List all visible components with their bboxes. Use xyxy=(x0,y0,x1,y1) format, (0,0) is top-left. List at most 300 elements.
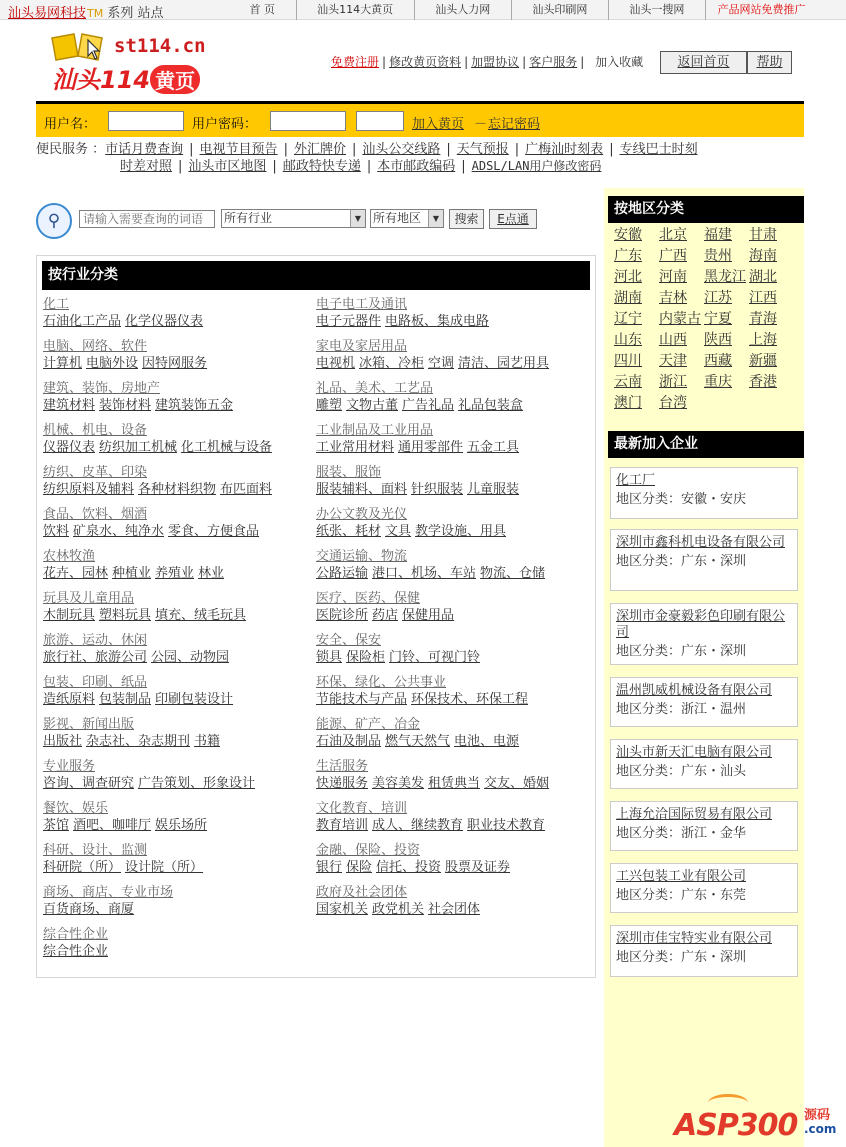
industry-subcategory-list xyxy=(316,649,594,666)
company-region: 地区分类：广东・深圳 xyxy=(616,950,747,965)
industry-subcategory-list xyxy=(43,397,313,414)
services-row-1: 便民服务 ：市话月费查询 | 电视节目预告 | 外汇牌价 | 汕头公交线路 | 天气预报 | 广梅汕时刻表 | 专线巴士时刻 xyxy=(36,142,698,157)
industry-category-title[interactable]: 影视、新闻出版 xyxy=(43,717,135,732)
industry-category xyxy=(316,464,594,506)
industry-category xyxy=(316,506,594,548)
industry-subcategory-list xyxy=(43,523,313,540)
industry-subcategory-link[interactable]: 饮料 xyxy=(43,524,70,539)
industry-subcategory-link[interactable]: 公园、动物园 xyxy=(151,650,230,665)
region-link[interactable]: 黑龙江 xyxy=(704,269,746,285)
region-link[interactable]: 四川 xyxy=(614,353,642,369)
industry-select-value: 所有行业 xyxy=(224,211,273,225)
industry-subcategory-list xyxy=(316,481,594,498)
industry-subcategory-list xyxy=(43,355,313,372)
home-button[interactable]: 返回首页 xyxy=(660,51,747,74)
top-nav-print[interactable]: 汕头印刷网 xyxy=(511,0,608,20)
industry-category xyxy=(316,632,594,674)
industry-subcategory-link[interactable]: 电脑外设 xyxy=(86,356,139,371)
industry-subcategory-list xyxy=(43,649,313,666)
industry-subcategory-link[interactable]: 零食、方便食品 xyxy=(168,524,260,539)
industry-category-title[interactable]: 电脑、网络、软件 xyxy=(43,339,148,354)
password-input[interactable] xyxy=(270,111,346,131)
industry-subcategory-list xyxy=(316,817,594,834)
region-list xyxy=(614,224,800,413)
region-link[interactable]: 江西 xyxy=(749,290,777,306)
username-input[interactable] xyxy=(108,111,184,131)
industry-subcategory-link[interactable]: 茶馆 xyxy=(43,818,70,833)
industry-subcategory-link[interactable]: 环保技术、环保工程 xyxy=(411,692,529,707)
service-bus-schedule[interactable]: 专线巴士时刻 xyxy=(619,142,698,157)
join-agreement-link[interactable]: 加盟协议 xyxy=(471,55,520,69)
industry-subcategory-list xyxy=(43,565,313,582)
industry-subcategory-link[interactable]: 公路运输 xyxy=(316,566,369,581)
username-label: 用户名： xyxy=(44,117,97,132)
top-nav xyxy=(229,0,817,20)
company-region: 地区分类：广东・东莞 xyxy=(616,888,747,903)
industry-category xyxy=(316,842,594,884)
industry-subcategory-list xyxy=(316,355,594,372)
edit-info-link[interactable]: 修改黄页资料 xyxy=(389,55,462,69)
industry-subcategory-link[interactable]: 设计院（所） xyxy=(125,860,204,875)
region-link[interactable]: 陕西 xyxy=(704,332,732,348)
company-card xyxy=(610,677,798,727)
industry-category xyxy=(316,674,594,716)
search-icon: ⚲ xyxy=(36,203,72,239)
industry-subcategory-link[interactable]: 电路板、集成电路 xyxy=(385,314,490,329)
industry-subcategory-list xyxy=(43,943,313,960)
industry-subcategory-link[interactable]: 文物古董 xyxy=(346,398,399,413)
industry-category xyxy=(316,758,594,800)
industry-subcategory-link[interactable]: 快递服务 xyxy=(316,776,369,791)
industry-subcategory-list xyxy=(43,691,313,708)
industry-category-title[interactable]: 餐饮、娱乐 xyxy=(43,801,109,816)
industry-subcategory-link[interactable]: 纺织原料及辅料 xyxy=(43,482,135,497)
industry-subcategory-link[interactable]: 礼品包装盒 xyxy=(458,398,524,413)
industry-subcategory-link[interactable]: 冰箱、冷柜 xyxy=(359,356,425,371)
industry-subcategory-link[interactable]: 信托、投资 xyxy=(376,860,442,875)
industry-subcategory-link[interactable]: 纺织加工机械 xyxy=(99,440,178,455)
header-links: 免费注册 | 修改黄页资料 | 加盟协议 | 客户服务 | 加入收藏 xyxy=(331,55,644,69)
forgot-password-link[interactable]: 忘记密码 xyxy=(488,117,541,132)
watermark-text: ASP300 xyxy=(674,1108,798,1143)
company-name-link[interactable]: 温州凯威机械设备有限公司 xyxy=(616,683,773,698)
company-region: 地区分类：广东・深圳 xyxy=(616,554,747,569)
industry-subcategory-link[interactable]: 印刷包装设计 xyxy=(155,692,234,707)
industry-subcategory-list xyxy=(43,859,313,876)
convenience-services xyxy=(36,142,816,175)
region-link[interactable]: 安徽 xyxy=(614,227,642,243)
industry-subcategory-link[interactable]: 布匹面料 xyxy=(220,482,273,497)
service-express-mail[interactable]: 邮政特快专递 xyxy=(282,159,361,174)
industry-subcategory-link[interactable]: 药店 xyxy=(372,608,399,623)
industry-category xyxy=(43,716,313,758)
industry-category-title[interactable]: 生活服务 xyxy=(316,759,369,774)
industry-subcategory-link[interactable]: 保健用品 xyxy=(402,608,455,623)
region-link[interactable]: 澳门 xyxy=(614,395,642,411)
industry-category xyxy=(316,884,594,926)
industry-subcategory-link[interactable]: 纸张、耗材 xyxy=(316,524,382,539)
region-link[interactable]: 北京 xyxy=(659,227,687,243)
top-nav-hr[interactable]: 汕头人力网 xyxy=(414,0,511,20)
service-city-map[interactable]: 汕头市区地图 xyxy=(188,159,267,174)
join-yellowpages-link[interactable]: 加入黄页 xyxy=(412,117,465,132)
region-link[interactable]: 香港 xyxy=(749,374,777,390)
industry-category xyxy=(316,800,594,842)
industry-subcategory-link[interactable]: 计算机 xyxy=(43,356,83,371)
region-link[interactable]: 云南 xyxy=(614,374,642,390)
region-link[interactable]: 贵州 xyxy=(704,248,732,264)
industry-subcategory-list xyxy=(316,523,594,540)
industry-subcategory-list xyxy=(43,439,313,456)
industry-category xyxy=(43,422,313,464)
region-link[interactable]: 河南 xyxy=(659,269,687,285)
industry-subcategory-link[interactable]: 林业 xyxy=(198,566,225,581)
company-name-link[interactable]: 汕头市新天汇电脑有限公司 xyxy=(616,745,773,760)
top-nav-yellowpages[interactable]: 汕头114大黄页 xyxy=(296,0,414,20)
industry-subcategory-link[interactable]: 石油及制品 xyxy=(316,734,382,749)
industry-category-title[interactable]: 家电及家居用品 xyxy=(316,339,408,354)
industry-subcategory-link[interactable]: 针织服装 xyxy=(411,482,464,497)
industry-subcategory-link[interactable]: 清洁、园艺用具 xyxy=(458,356,550,371)
region-link[interactable]: 湖北 xyxy=(749,269,777,285)
industry-subcategory-link[interactable]: 燃气天然气 xyxy=(385,734,451,749)
password-label: 用户密码： xyxy=(192,117,258,132)
industry-subcategory-link[interactable]: 养殖业 xyxy=(155,566,195,581)
region-link[interactable]: 青海 xyxy=(749,311,777,327)
industry-category xyxy=(316,548,594,590)
region-link[interactable]: 内蒙古 xyxy=(659,311,701,327)
industry-subcategory-link[interactable]: 工业常用材料 xyxy=(316,440,395,455)
add-favorite-link[interactable]: 加入收藏 xyxy=(595,55,644,69)
service-phone-fee[interactable]: 市话月费查询 xyxy=(105,142,184,157)
region-link[interactable]: 辽宁 xyxy=(614,311,642,327)
industry-category xyxy=(43,674,313,716)
industry-subcategory-link[interactable]: 医院诊所 xyxy=(316,608,369,623)
industry-category-title[interactable]: 玩具及儿童用品 xyxy=(43,591,135,606)
industry-subcategory-link[interactable]: 矿泉水、纯净水 xyxy=(73,524,165,539)
region-link[interactable]: 河北 xyxy=(614,269,642,285)
industry-subcategory-link[interactable]: 文具 xyxy=(385,524,412,539)
company-region: 地区分类：广东・深圳 xyxy=(616,644,747,659)
region-link[interactable]: 新疆 xyxy=(749,353,777,369)
industry-subcategory-list xyxy=(316,901,594,918)
region-link[interactable]: 海南 xyxy=(749,248,777,264)
industry-subcategory-list xyxy=(316,565,594,582)
chevron-down-icon: ▼ xyxy=(350,210,365,227)
region-link[interactable]: 天津 xyxy=(659,353,687,369)
industry-subcategory-link[interactable]: 美容美发 xyxy=(372,776,425,791)
industry-category-title[interactable]: 包装、印刷、纸品 xyxy=(43,675,148,690)
industry-subcategory-link[interactable]: 租赁典当 xyxy=(428,776,481,791)
logo-name: 汕头114 xyxy=(52,66,151,94)
industry-category xyxy=(43,548,313,590)
industry-subcategory-link[interactable]: 通用零部件 xyxy=(398,440,464,455)
industry-subcategory-link[interactable]: 五金工具 xyxy=(467,440,520,455)
region-link[interactable]: 吉林 xyxy=(659,290,687,306)
industry-category xyxy=(43,590,313,632)
industry-category xyxy=(43,338,313,380)
industry-subcategory-link[interactable]: 教育培训 xyxy=(316,818,369,833)
region-link[interactable]: 江苏 xyxy=(704,290,732,306)
region-link[interactable]: 重庆 xyxy=(704,374,732,390)
industry-subcategory-link[interactable]: 综合性企业 xyxy=(43,944,109,959)
industry-subcategory-link[interactable]: 锁具 xyxy=(316,650,343,665)
industry-category-title[interactable]: 能源、矿产、冶金 xyxy=(316,717,421,732)
region-link[interactable]: 台湾 xyxy=(659,395,687,411)
industry-category xyxy=(43,842,313,884)
industry-category xyxy=(316,296,594,338)
region-link[interactable]: 广东 xyxy=(614,248,642,264)
industry-subcategory-link[interactable]: 酒吧、咖啡厅 xyxy=(73,818,152,833)
industry-category-title[interactable]: 综合性企业 xyxy=(43,927,109,942)
region-link[interactable]: 宁夏 xyxy=(704,311,732,327)
industry-subcategory-link[interactable]: 建筑装饰五金 xyxy=(155,398,234,413)
industry-category-title[interactable]: 工业制品及工业用品 xyxy=(316,423,434,438)
industry-subcategory-link[interactable]: 广告策划、形象设计 xyxy=(138,776,256,791)
customer-service-link[interactable]: 客户服务 xyxy=(529,55,578,69)
service-weather[interactable]: 天气预报 xyxy=(456,142,509,157)
industry-category-title[interactable]: 专业服务 xyxy=(43,759,96,774)
industry-category-title[interactable]: 服装、服饰 xyxy=(316,465,382,480)
industry-category xyxy=(43,758,313,800)
industry-subcategory-link[interactable]: 种植业 xyxy=(112,566,152,581)
top-nav-promo[interactable]: 产品网站免费推广 xyxy=(705,0,817,20)
industry-category-title[interactable]: 机械、机电、设备 xyxy=(43,423,148,438)
service-train-schedule[interactable]: 广梅汕时刻表 xyxy=(525,142,604,157)
industry-category xyxy=(43,296,313,338)
region-select[interactable] xyxy=(370,209,444,228)
industry-category-title[interactable]: 安全、保安 xyxy=(316,633,382,648)
industry-select[interactable] xyxy=(221,209,366,228)
industry-category-title[interactable]: 文化教育、培训 xyxy=(316,801,408,816)
industry-category-title[interactable]: 医疗、医药、保健 xyxy=(316,591,421,606)
industry-subcategory-link[interactable]: 雕塑 xyxy=(316,398,343,413)
industry-subcategory-link[interactable]: 交友、婚姻 xyxy=(484,776,550,791)
industry-subcategory-link[interactable]: 因特网服务 xyxy=(142,356,208,371)
company-card xyxy=(610,467,798,519)
industry-subcategory-link[interactable]: 塑料玩具 xyxy=(99,608,152,623)
industry-subcategory-link[interactable]: 化学仪器仪表 xyxy=(125,314,204,329)
company-name-link[interactable]: 上海允洽国际贸易有限公司 xyxy=(616,807,773,822)
industry-subcategory-list xyxy=(43,481,313,498)
logo-title xyxy=(52,60,200,95)
industry-subcategory-link[interactable]: 门铃、可视门铃 xyxy=(389,650,481,665)
company-name-link[interactable]: 深圳市鑫科机电设备有限公司 xyxy=(616,535,786,550)
industry-subcategory-list xyxy=(43,817,313,834)
industry-subcategory-link[interactable]: 股票及证券 xyxy=(445,860,511,875)
service-bus-lines[interactable]: 汕头公交线路 xyxy=(362,142,441,157)
industry-subcategory-link[interactable]: 书籍 xyxy=(194,734,221,749)
company-name-link[interactable]: 化工厂 xyxy=(616,473,656,488)
industry-subcategory-link[interactable]: 旅行社、旅游公司 xyxy=(43,650,148,665)
industry-subcategory-link[interactable]: 木制玩具 xyxy=(43,608,96,623)
service-tv-guide[interactable]: 电视节目预告 xyxy=(199,142,278,157)
chevron-down-icon: ▼ xyxy=(428,210,443,227)
industry-subcategory-list xyxy=(316,859,594,876)
region-link[interactable]: 福建 xyxy=(704,227,732,243)
industry-column-left xyxy=(43,296,313,968)
industry-panel-title: 按行业分类 xyxy=(42,261,590,290)
industry-subcategory-link[interactable]: 社会团体 xyxy=(428,902,481,917)
region-link[interactable]: 西藏 xyxy=(704,353,732,369)
industry-subcategory-link[interactable]: 保险 xyxy=(346,860,373,875)
industry-subcategory-link[interactable]: 银行 xyxy=(316,860,343,875)
book-cursor-icon xyxy=(48,30,108,64)
logo-domain: st114.cn xyxy=(114,35,206,57)
search-button[interactable]: 搜索 xyxy=(449,209,484,229)
industry-subcategory-link[interactable]: 杂志社、杂志期刊 xyxy=(86,734,191,749)
industry-subcategory-link[interactable]: 化工机械与设备 xyxy=(181,440,273,455)
industry-category xyxy=(43,506,313,548)
industry-category xyxy=(43,464,313,506)
industry-column-right xyxy=(316,296,594,926)
region-link[interactable]: 广西 xyxy=(659,248,687,264)
industry-subcategory-link[interactable]: 仪器仪表 xyxy=(43,440,96,455)
industry-subcategory-link[interactable]: 国家机关 xyxy=(316,902,369,917)
captcha-input[interactable] xyxy=(356,111,404,131)
industry-category-title[interactable]: 建筑、装饰、房地产 xyxy=(43,381,161,396)
industry-category xyxy=(43,800,313,842)
service-time-zones[interactable]: 时差对照 xyxy=(120,159,173,174)
industry-category-title[interactable]: 交通运输、物流 xyxy=(316,549,408,564)
industry-subcategory-link[interactable]: 包装制品 xyxy=(99,692,152,707)
industry-category xyxy=(43,380,313,422)
services-label: 便民服务 ： xyxy=(36,142,106,157)
service-adsl-password[interactable]: ADSL/LAN用户修改密码 xyxy=(471,159,602,173)
industry-category xyxy=(43,884,313,926)
region-select-value: 所有地区 xyxy=(373,211,422,225)
site-logo[interactable] xyxy=(48,30,238,96)
industry-category xyxy=(43,632,313,674)
company-card xyxy=(610,529,798,591)
industry-subcategory-link[interactable]: 电子元器件 xyxy=(316,314,382,329)
industry-subcategory-link[interactable]: 建筑材料 xyxy=(43,398,96,413)
industry-category-title[interactable]: 食品、饮料、烟酒 xyxy=(43,507,148,522)
industry-subcategory-link[interactable]: 空调 xyxy=(428,356,455,371)
industry-subcategory-link[interactable]: 百货商场、商厦 xyxy=(43,902,135,917)
industry-category-title[interactable]: 农林牧渔 xyxy=(43,549,96,564)
e-point-button[interactable]: E点通 xyxy=(489,209,537,229)
industry-subcategory-link[interactable]: 咨询、调查研究 xyxy=(43,776,135,791)
industry-subcategory-link[interactable]: 石油化工产品 xyxy=(43,314,122,329)
industry-subcategory-link[interactable]: 出版社 xyxy=(43,734,83,749)
industry-subcategory-link[interactable]: 政党机关 xyxy=(372,902,425,917)
industry-category-title[interactable]: 商场、商店、专业市场 xyxy=(43,885,174,900)
industry-subcategory-link[interactable]: 儿童服装 xyxy=(467,482,520,497)
industry-subcategory-link[interactable]: 保险柜 xyxy=(346,650,386,665)
industry-subcategory-link[interactable]: 节能技术与产品 xyxy=(316,692,408,707)
industry-category-title[interactable]: 金融、保险、投资 xyxy=(316,843,421,858)
industry-category xyxy=(316,338,594,380)
service-exchange-rate[interactable]: 外汇牌价 xyxy=(293,142,346,157)
industry-subcategory-list xyxy=(316,607,594,624)
region-link[interactable]: 浙江 xyxy=(659,374,687,390)
industry-subcategory-link[interactable]: 职业技术教育 xyxy=(467,818,546,833)
industry-category-title[interactable]: 办公文教及光仪 xyxy=(316,507,408,522)
industry-category-title[interactable]: 礼品、美术、工艺品 xyxy=(316,381,434,396)
industry-category-title[interactable]: 电子电工及通讯 xyxy=(316,297,408,312)
region-link[interactable]: 甘肃 xyxy=(749,227,777,243)
industry-subcategory-link[interactable]: 电视机 xyxy=(316,356,356,371)
industry-subcategory-link[interactable]: 电池、电源 xyxy=(454,734,520,749)
industry-category xyxy=(316,380,594,422)
industry-category xyxy=(43,926,313,968)
industry-subcategory-list xyxy=(316,733,594,750)
industry-subcategory-link[interactable]: 各种材料织物 xyxy=(138,482,217,497)
industry-category xyxy=(316,716,594,758)
industry-subcategory-list xyxy=(316,397,594,414)
industry-category-title[interactable]: 纺织、皮革、印染 xyxy=(43,465,148,480)
industry-subcategory-link[interactable]: 花卉、园林 xyxy=(43,566,109,581)
company-region: 地区分类：安徽・安庆 xyxy=(616,492,747,507)
industry-subcategory-link[interactable]: 广告礼品 xyxy=(402,398,455,413)
company-card xyxy=(610,801,798,851)
help-button[interactable]: 帮助 xyxy=(747,51,792,74)
industry-category-title[interactable]: 环保、绿化、公共事业 xyxy=(316,675,447,690)
industry-category-title[interactable]: 政府及社会团体 xyxy=(316,885,408,900)
industry-subcategory-list xyxy=(43,901,313,918)
industry-subcategory-list xyxy=(316,691,594,708)
brand-link[interactable]: 汕头易网科技 xyxy=(8,6,87,21)
top-bar xyxy=(0,0,846,20)
right-sidebar xyxy=(604,188,804,1147)
search-input[interactable] xyxy=(79,210,215,228)
region-link[interactable]: 山东 xyxy=(614,332,642,348)
region-link[interactable]: 上海 xyxy=(749,332,777,348)
region-link[interactable]: 湖南 xyxy=(614,290,642,306)
industry-subcategory-list xyxy=(43,607,313,624)
company-name-link[interactable]: 工兴包装工业有限公司 xyxy=(616,869,747,884)
company-name-link[interactable]: 深圳市金豪毅彩色印刷有限公司 xyxy=(616,609,786,640)
asp300-watermark xyxy=(672,1092,842,1144)
newest-panel-title: 最新加入企业 xyxy=(608,431,804,458)
industry-subcategory-list xyxy=(43,313,313,330)
industry-subcategory-link[interactable]: 科研院（所） xyxy=(43,860,122,875)
company-name-link[interactable]: 深圳市佳宝特实业有限公司 xyxy=(616,931,773,946)
watermark-com: .com xyxy=(804,1122,837,1136)
industry-category xyxy=(316,590,594,632)
region-link[interactable]: 山西 xyxy=(659,332,687,348)
industry-category-title[interactable]: 化工 xyxy=(43,297,70,312)
company-card xyxy=(610,925,798,977)
top-nav-search[interactable]: 汕头一搜网 xyxy=(608,0,705,20)
industry-subcategory-link[interactable]: 装饰材料 xyxy=(99,398,152,413)
industry-subcategory-link[interactable]: 填充、绒毛玩具 xyxy=(155,608,247,623)
region-panel-title: 按地区分类 xyxy=(608,196,804,223)
industry-subcategory-link[interactable]: 港口、机场、车站 xyxy=(372,566,477,581)
top-nav-home[interactable]: 首 页 xyxy=(249,3,276,16)
industry-subcategory-link[interactable]: 娱乐场所 xyxy=(155,818,208,833)
industry-subcategory-link[interactable]: 物流、仓储 xyxy=(480,566,546,581)
industry-subcategory-link[interactable]: 服装辅料、面料 xyxy=(316,482,408,497)
series-label: 系列 站点 xyxy=(107,6,164,21)
industry-subcategory-list xyxy=(316,313,594,330)
services-row-2: 时差对照 | 汕头市区地图 | 邮政特快专递 | 本市邮政编码 | ADSL/LAN用户修改密码 xyxy=(120,159,602,174)
industry-category-title[interactable]: 科研、设计、监测 xyxy=(43,843,148,858)
register-link[interactable]: 免费注册 xyxy=(331,55,380,69)
industry-subcategory-link[interactable]: 教学设施、用具 xyxy=(415,524,507,539)
company-region: 地区分类：浙江・金华 xyxy=(616,826,747,841)
industry-subcategory-link[interactable]: 造纸原料 xyxy=(43,692,96,707)
industry-subcategory-list xyxy=(43,775,313,792)
industry-subcategory-link[interactable]: 成人、继续教育 xyxy=(372,818,464,833)
company-card xyxy=(610,863,798,913)
trademark-mark: TM xyxy=(87,7,104,20)
industry-category-title[interactable]: 旅游、运动、休闲 xyxy=(43,633,148,648)
industry-subcategory-list xyxy=(43,733,313,750)
watermark-cn: 源码 xyxy=(804,1108,831,1123)
service-postcodes[interactable]: 本市邮政编码 xyxy=(377,159,456,174)
